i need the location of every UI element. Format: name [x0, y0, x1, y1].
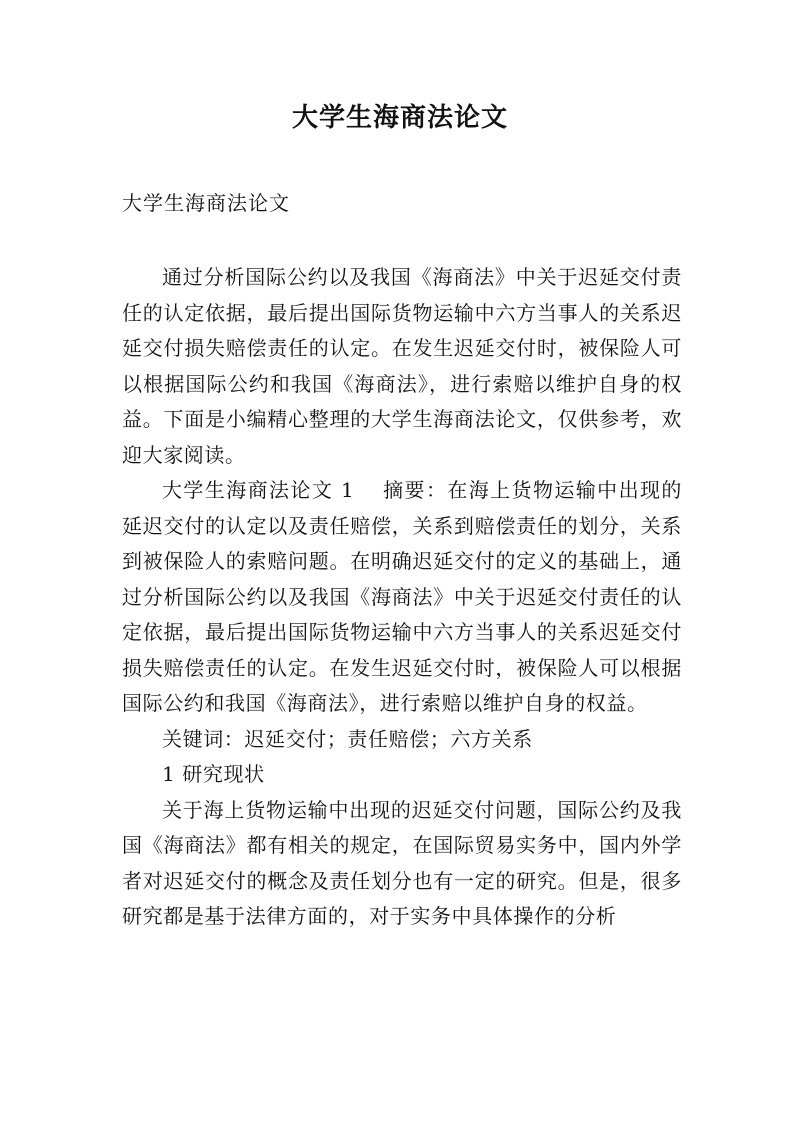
document-title: 大学生海商法论文 [291, 103, 508, 133]
document-subtitle: 大学生海商法论文 [122, 191, 290, 215]
abstract-paragraph [122, 473, 682, 722]
keywords-paragraph: 关键词：迟延交付；责任赔偿；六方关系 [162, 726, 533, 751]
abstract-text: 摘要：在海上货物运输中出现的延迟交付的认定以及责任赔偿，关系到赔偿责任的划分，关系到被保险人的索赔问题。在明确迟延交付的定义的基础上，通过分析国际公约以及我国《海商法》中关于迟延交付责任的认定依据，最后提出国际货物运输中六方当事人的关系迟延交付损失赔偿责任的认定。在发生迟延交付时，被保险人可以根据国际公约和我国《海商法》，进行索赔以维护自身的权益。 [122, 478, 682, 715]
intro-paragraph: 通过分析国际公约以及我国《海商法》中关于迟延交付责任的认定依据，最后提出国际货物运输中六方当事人的关系迟延交付损失赔偿责任的认定。在发生迟延交付时，被保险人可以根据国际公约和我国《海商法》，进行索赔以维护自身的权益。下面是小编精心整理的大学生海商法论文，仅供参考，欢迎大家阅读。 [122, 265, 682, 467]
body-paragraph: 关于海上货物运输中出现的迟延交付问题，国际公约及我国《海商法》都有相关的规定，在国际贸易实务中，国内外学者对迟延交付的概念及责任划分也有一定的研究。但是，很多研究都是基于法律方面的，对于实务中具体操作的分析 [122, 797, 682, 928]
section-heading: 1 研究现状 [162, 762, 265, 786]
article-label: 大学生海商法论文 1 [162, 478, 355, 502]
document-body [122, 260, 682, 935]
